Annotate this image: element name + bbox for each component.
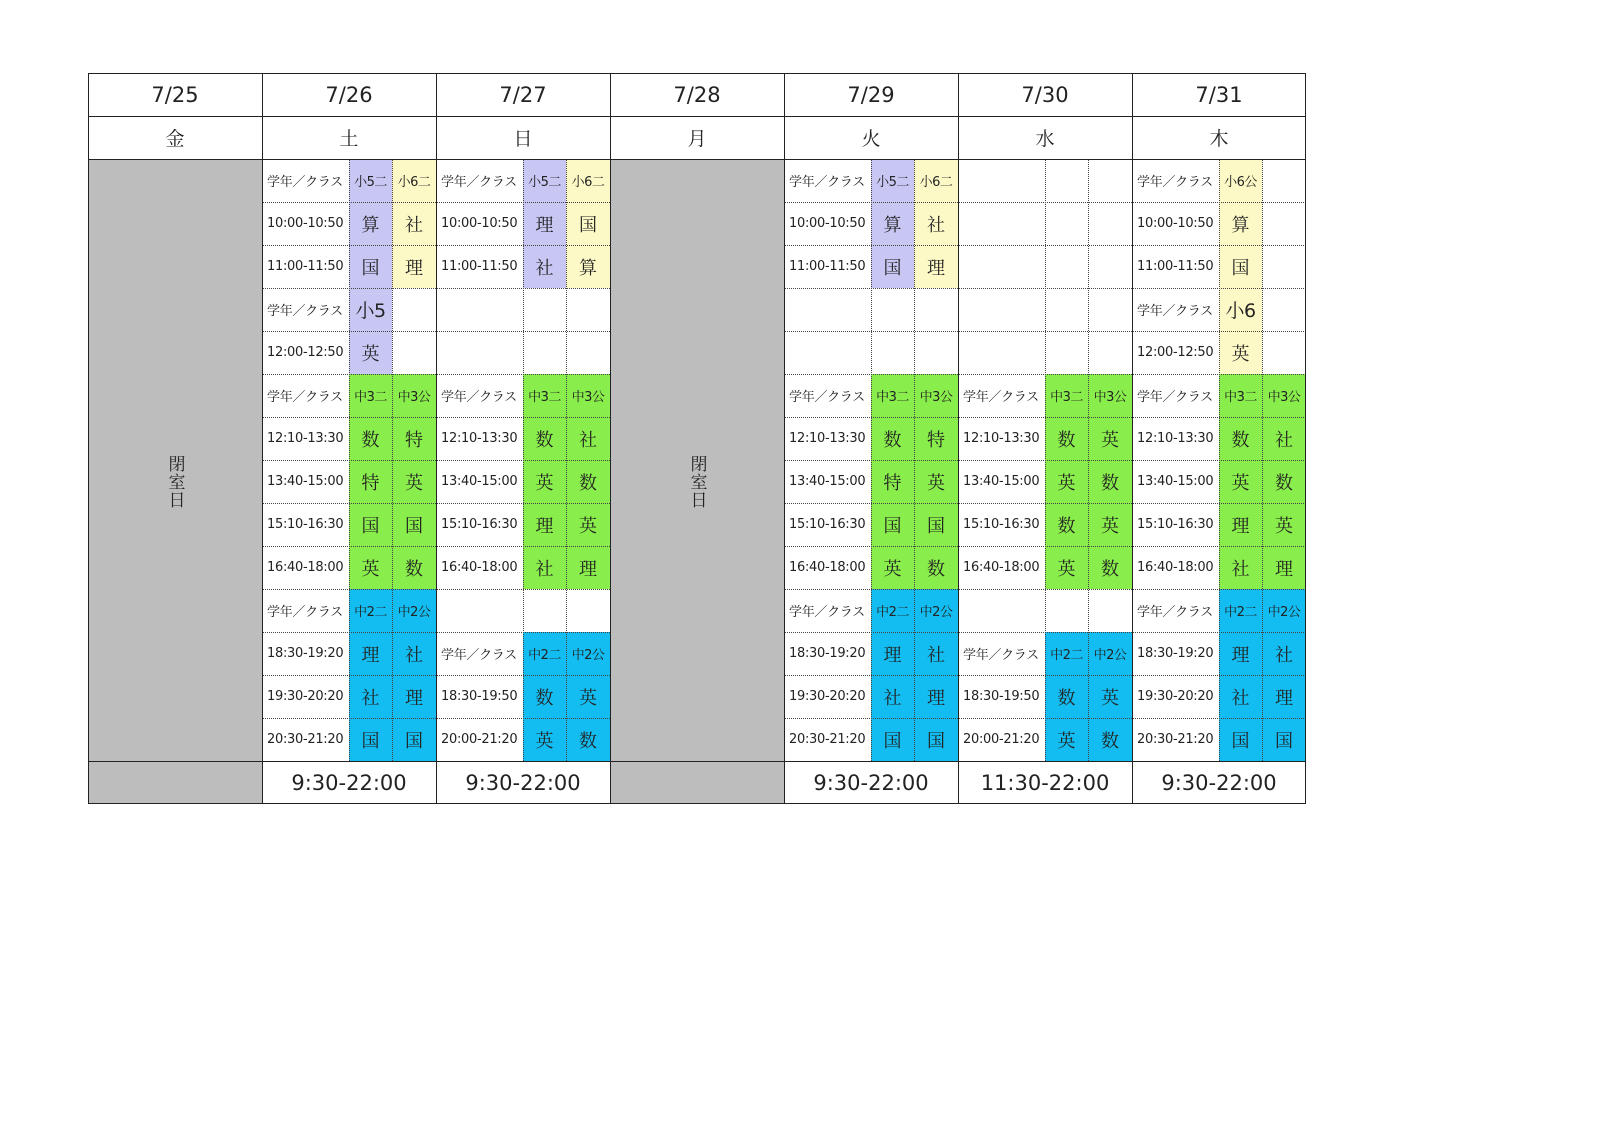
subject-cell: 理 xyxy=(1262,675,1306,718)
subject-cell: 数 xyxy=(566,718,610,761)
class-name-cell: 中3公 xyxy=(1262,374,1306,417)
subject-cell: 理 xyxy=(523,202,566,245)
subject-cell: 社 xyxy=(349,675,392,718)
time-slot-label: 11:00-11:50 xyxy=(1137,259,1214,274)
subject-cell: 数 xyxy=(871,417,914,460)
subject-cell: 特 xyxy=(392,417,436,460)
time-slot-label: 20:30-21:20 xyxy=(789,732,866,747)
grade-class-label: 学年／クラス xyxy=(1137,390,1213,405)
grade-class-label: 学年／クラス xyxy=(789,390,865,405)
grade-class-label: 学年／クラス xyxy=(441,390,517,405)
class-name-cell: 小5二 xyxy=(871,159,914,202)
class-name-cell: 中2二 xyxy=(523,632,566,675)
grade-class-label: 学年／クラス xyxy=(441,175,517,190)
col-gridline xyxy=(523,159,525,761)
table-border xyxy=(1132,73,1133,804)
subject-cell: 英 xyxy=(523,460,566,503)
subject-cell: 英 xyxy=(523,718,566,761)
subject-cell: 英 xyxy=(566,503,610,546)
subject-cell: 社 xyxy=(914,632,958,675)
grade-class-label: 学年／クラス xyxy=(267,605,343,620)
table-border xyxy=(88,73,89,804)
time-slot-label: 12:10-13:30 xyxy=(1137,431,1214,446)
time-slot-label: 10:00-10:50 xyxy=(789,216,866,231)
subject-cell: 特 xyxy=(871,460,914,503)
grade-class-label: 学年／クラス xyxy=(963,390,1039,405)
subject-cell: 国 xyxy=(914,503,958,546)
subject-cell: 国 xyxy=(1219,245,1262,288)
subject-cell: 社 xyxy=(566,417,610,460)
subject-cell: 国 xyxy=(392,718,436,761)
class-name-cell: 小6公 xyxy=(1219,159,1262,202)
subject-cell: 社 xyxy=(914,202,958,245)
subject-cell: 国 xyxy=(871,718,914,761)
time-slot-label: 18:30-19:20 xyxy=(789,646,866,661)
subject-cell: 数 xyxy=(349,417,392,460)
subject-cell: 国 xyxy=(871,503,914,546)
subject-cell: 英 xyxy=(871,546,914,589)
subject-cell: 理 xyxy=(1262,546,1306,589)
class-name-cell: 小6二 xyxy=(914,159,958,202)
subject-cell: 数 xyxy=(1262,460,1306,503)
subject-cell: 国 xyxy=(914,718,958,761)
time-slot-label: 10:00-10:50 xyxy=(441,216,518,231)
subject-cell: 国 xyxy=(392,503,436,546)
time-slot-label: 20:00-21:20 xyxy=(963,732,1040,747)
time-slot-label: 13:40-15:00 xyxy=(789,474,866,489)
subject-cell: 社 xyxy=(392,202,436,245)
opening-hours: 11:30-22:00 xyxy=(980,770,1110,795)
class-name-cell: 中2公 xyxy=(566,632,610,675)
class-name-cell: 中3公 xyxy=(1088,374,1132,417)
class-name-cell: 中3二 xyxy=(349,374,392,417)
time-slot-label: 19:30-20:20 xyxy=(789,689,866,704)
col-gridline xyxy=(1219,159,1221,761)
subject-cell: 社 xyxy=(1219,546,1262,589)
time-slot-label: 18:30-19:20 xyxy=(1137,646,1214,661)
subject-cell: 理 xyxy=(914,675,958,718)
time-slot-label: 12:00-12:50 xyxy=(1137,345,1214,360)
subject-cell: 英 xyxy=(1088,675,1132,718)
subject-cell: 英 xyxy=(1219,460,1262,503)
class-name-cell: 中3二 xyxy=(523,374,566,417)
class-name-cell: 中2二 xyxy=(349,589,392,632)
time-slot-label: 12:10-13:30 xyxy=(267,431,344,446)
subject-cell: 英 xyxy=(349,331,392,374)
subject-cell: 英 xyxy=(566,675,610,718)
date-header: 7/25 xyxy=(151,82,199,107)
table-border xyxy=(88,159,1306,160)
grade-class-label: 学年／クラス xyxy=(267,304,343,319)
subject-cell: 国 xyxy=(871,245,914,288)
date-header: 7/28 xyxy=(673,82,721,107)
subject-cell: 数 xyxy=(1045,675,1088,718)
table-border xyxy=(436,73,437,804)
table-border xyxy=(1305,73,1306,804)
subject-cell: 社 xyxy=(1262,417,1306,460)
class-name-cell: 中3二 xyxy=(1219,374,1262,417)
class-name-cell: 中3公 xyxy=(392,374,436,417)
subject-cell: 国 xyxy=(1219,718,1262,761)
closed-day-label: 閉室日 xyxy=(164,454,185,509)
col-gridline xyxy=(1088,159,1090,761)
subject-cell: 理 xyxy=(349,632,392,675)
table-border xyxy=(784,73,785,804)
subject-cell: 数 xyxy=(1088,718,1132,761)
subject-cell: 理 xyxy=(914,245,958,288)
time-slot-label: 11:00-11:50 xyxy=(267,259,344,274)
grade-class-label: 学年／クラス xyxy=(789,605,865,620)
class-name-cell: 中3公 xyxy=(914,374,958,417)
time-slot-label: 20:00-21:20 xyxy=(441,732,518,747)
weekday-header: 土 xyxy=(339,128,359,150)
time-slot-label: 11:00-11:50 xyxy=(441,259,518,274)
subject-cell: 理 xyxy=(871,632,914,675)
time-slot-label: 13:40-15:00 xyxy=(441,474,518,489)
opening-hours: 9:30-22:00 xyxy=(1161,770,1277,795)
time-slot-label: 19:30-20:20 xyxy=(1137,689,1214,704)
grade-class-label: 学年／クラス xyxy=(1137,175,1213,190)
time-slot-label: 20:30-21:20 xyxy=(1137,732,1214,747)
table-border xyxy=(88,761,1306,762)
date-header: 7/31 xyxy=(1195,82,1243,107)
subject-cell: 特 xyxy=(349,460,392,503)
subject-cell: 数 xyxy=(1045,417,1088,460)
time-slot-label: 18:30-19:20 xyxy=(267,646,344,661)
grade-class-label: 学年／クラス xyxy=(963,648,1039,663)
schedule-table xyxy=(88,73,1336,825)
col-gridline xyxy=(871,159,873,761)
time-slot-label: 13:40-15:00 xyxy=(963,474,1040,489)
subject-cell: 国 xyxy=(1262,718,1306,761)
subject-cell: 英 xyxy=(349,546,392,589)
time-slot-label: 10:00-10:50 xyxy=(267,216,344,231)
grade-class-label: 学年／クラス xyxy=(1137,304,1213,319)
subject-cell: 理 xyxy=(1219,632,1262,675)
subject-cell: 英 xyxy=(1045,546,1088,589)
subject-cell: 国 xyxy=(349,245,392,288)
grade-class-label: 学年／クラス xyxy=(441,648,517,663)
weekday-header: 水 xyxy=(1035,128,1055,150)
time-slot-label: 16:40-18:00 xyxy=(789,560,866,575)
subject-cell: 英 xyxy=(914,460,958,503)
weekday-header: 金 xyxy=(165,128,185,150)
subject-cell: 英 xyxy=(1262,503,1306,546)
subject-cell: 特 xyxy=(914,417,958,460)
subject-cell: 英 xyxy=(1088,503,1132,546)
table-border xyxy=(262,73,263,804)
date-header: 7/26 xyxy=(325,82,373,107)
time-slot-label: 13:40-15:00 xyxy=(1137,474,1214,489)
subject-cell: 社 xyxy=(1219,675,1262,718)
subject-cell: 社 xyxy=(392,632,436,675)
class-name-cell: 小5二 xyxy=(349,159,392,202)
class-name-cell: 中2二 xyxy=(1219,589,1262,632)
table-border xyxy=(88,803,1306,804)
subject-cell: 数 xyxy=(1219,417,1262,460)
time-slot-label: 16:40-18:00 xyxy=(1137,560,1214,575)
class-name-cell: 小6二 xyxy=(566,159,610,202)
col-gridline xyxy=(392,159,394,761)
grade-class-label: 学年／クラス xyxy=(267,175,343,190)
subject-cell: 数 xyxy=(1088,546,1132,589)
subject-cell: 算 xyxy=(349,202,392,245)
time-slot-label: 16:40-18:00 xyxy=(267,560,344,575)
closed-day-block xyxy=(610,159,784,804)
subject-cell: 数 xyxy=(1088,460,1132,503)
grade-class-label: 学年／クラス xyxy=(1137,605,1213,620)
weekday-header: 月 xyxy=(687,128,707,150)
col-gridline xyxy=(1045,159,1047,761)
grade-class-label: 学年／クラス xyxy=(267,390,343,405)
class-name-cell: 中2公 xyxy=(392,589,436,632)
subject-cell: 英 xyxy=(1088,417,1132,460)
class-name-cell: 小5 xyxy=(349,288,392,331)
subject-cell: 理 xyxy=(566,546,610,589)
subject-cell: 数 xyxy=(392,546,436,589)
class-name-cell: 小5二 xyxy=(523,159,566,202)
closed-day-label: 閉室日 xyxy=(686,454,707,509)
col-gridline xyxy=(349,159,351,761)
time-slot-label: 19:30-20:20 xyxy=(267,689,344,704)
time-slot-label: 20:30-21:20 xyxy=(267,732,344,747)
time-slot-label: 12:10-13:30 xyxy=(963,431,1040,446)
opening-hours: 9:30-22:00 xyxy=(465,770,581,795)
date-header: 7/30 xyxy=(1021,82,1069,107)
subject-cell: 数 xyxy=(914,546,958,589)
class-name-cell: 中2公 xyxy=(1088,632,1132,675)
class-name-cell: 中3二 xyxy=(1045,374,1088,417)
subject-cell: 国 xyxy=(566,202,610,245)
class-name-cell: 中3公 xyxy=(566,374,610,417)
subject-cell: 国 xyxy=(349,718,392,761)
subject-cell: 英 xyxy=(392,460,436,503)
time-slot-label: 15:10-16:30 xyxy=(1137,517,1214,532)
subject-cell: 数 xyxy=(523,675,566,718)
subject-cell: 数 xyxy=(566,460,610,503)
time-slot-label: 13:40-15:00 xyxy=(267,474,344,489)
subject-cell: 英 xyxy=(1045,460,1088,503)
col-gridline xyxy=(566,159,568,761)
class-name-cell: 中2二 xyxy=(871,589,914,632)
time-slot-label: 10:00-10:50 xyxy=(1137,216,1214,231)
subject-cell: 数 xyxy=(1045,503,1088,546)
time-slot-label: 12:00-12:50 xyxy=(267,345,344,360)
class-name-cell: 小6二 xyxy=(392,159,436,202)
class-name-cell: 中2二 xyxy=(1045,632,1088,675)
weekday-header: 木 xyxy=(1209,128,1229,150)
subject-cell: 社 xyxy=(523,546,566,589)
col-gridline xyxy=(1262,159,1264,761)
grade-class-label: 学年／クラス xyxy=(789,175,865,190)
table-border xyxy=(610,73,611,804)
date-header: 7/29 xyxy=(847,82,895,107)
date-header: 7/27 xyxy=(499,82,547,107)
time-slot-label: 12:10-13:30 xyxy=(789,431,866,446)
time-slot-label: 16:40-18:00 xyxy=(963,560,1040,575)
class-name-cell: 中2公 xyxy=(1262,589,1306,632)
time-slot-label: 18:30-19:50 xyxy=(441,689,518,704)
subject-cell: 理 xyxy=(523,503,566,546)
time-slot-label: 15:10-16:30 xyxy=(789,517,866,532)
time-slot-label: 11:00-11:50 xyxy=(789,259,866,274)
class-name-cell: 中3二 xyxy=(871,374,914,417)
time-slot-label: 18:30-19:50 xyxy=(963,689,1040,704)
time-slot-label: 15:10-16:30 xyxy=(963,517,1040,532)
class-name-cell: 中2公 xyxy=(914,589,958,632)
table-border xyxy=(958,73,959,804)
time-slot-label: 15:10-16:30 xyxy=(441,517,518,532)
subject-cell: 社 xyxy=(1262,632,1306,675)
subject-cell: 理 xyxy=(392,675,436,718)
time-slot-label: 12:10-13:30 xyxy=(441,431,518,446)
subject-cell: 英 xyxy=(1045,718,1088,761)
opening-hours: 9:30-22:00 xyxy=(813,770,929,795)
subject-cell: 算 xyxy=(871,202,914,245)
table-border xyxy=(88,73,1306,74)
subject-cell: 理 xyxy=(1219,503,1262,546)
subject-cell: 社 xyxy=(523,245,566,288)
time-slot-label: 15:10-16:30 xyxy=(267,517,344,532)
subject-cell: 社 xyxy=(871,675,914,718)
col-gridline xyxy=(914,159,916,761)
subject-cell: 理 xyxy=(392,245,436,288)
subject-cell: 算 xyxy=(1219,202,1262,245)
subject-cell: 英 xyxy=(1219,331,1262,374)
subject-cell: 算 xyxy=(566,245,610,288)
class-name-cell: 小6 xyxy=(1219,288,1262,331)
closed-day-block xyxy=(88,159,262,804)
subject-cell: 国 xyxy=(349,503,392,546)
table-border xyxy=(88,116,1306,117)
subject-cell: 数 xyxy=(523,417,566,460)
weekday-header: 日 xyxy=(513,128,533,150)
time-slot-label: 16:40-18:00 xyxy=(441,560,518,575)
weekday-header: 火 xyxy=(861,128,881,150)
opening-hours: 9:30-22:00 xyxy=(291,770,407,795)
